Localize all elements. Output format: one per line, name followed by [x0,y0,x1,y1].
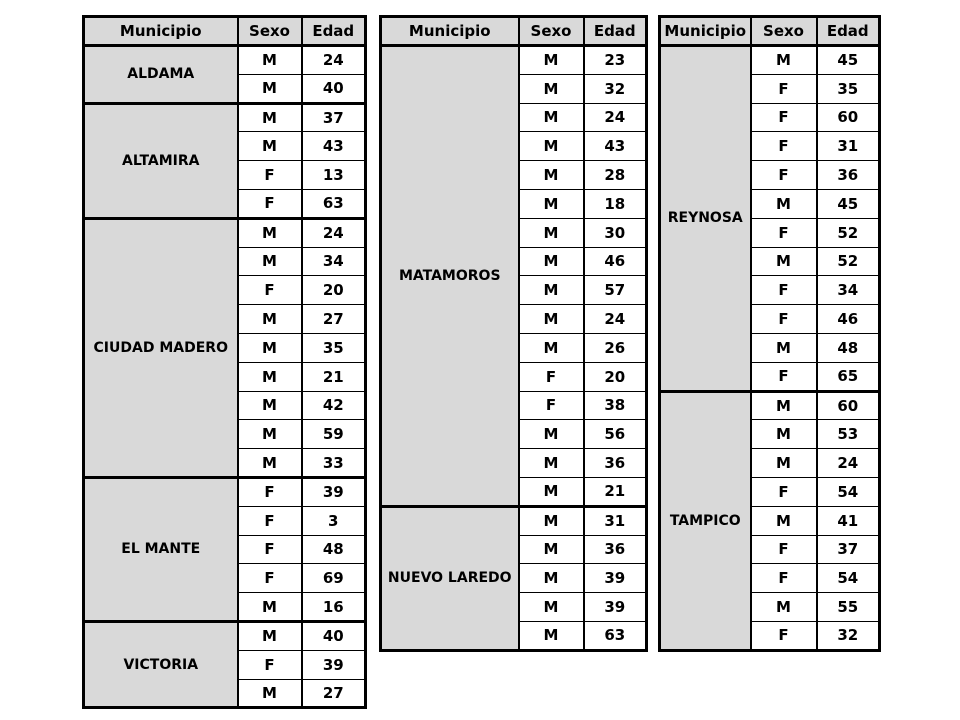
edad-cell: 24 [584,103,647,132]
sexo-cell: F [751,621,817,650]
edad-cell: 32 [817,621,880,650]
sexo-cell: F [238,564,302,593]
sexo-cell: F [751,477,817,506]
column-header-sexo: Sexo [751,17,817,46]
sexo-cell: M [519,477,584,506]
sexo-cell: M [238,391,302,420]
sexo-cell: M [238,218,302,247]
column-header-municipio: Municipio [381,17,519,46]
table-row [381,46,647,75]
edad-cell: 46 [584,247,647,276]
edad-cell: 13 [302,161,366,190]
sexo-cell: F [751,74,817,103]
municipio-cell: CIUDAD MADERO [84,218,238,477]
municipio-cell: MATAMOROS [381,46,519,507]
edad-cell: 26 [584,333,647,362]
edad-cell: 36 [817,161,880,190]
edad-cell: 55 [817,593,880,622]
edad-cell: 36 [584,449,647,478]
edad-cell: 46 [817,305,880,334]
municipio-table-2 [379,15,648,652]
table-row [84,621,366,650]
edad-cell: 39 [584,564,647,593]
sexo-cell: M [238,593,302,622]
edad-cell: 63 [302,189,366,218]
column-header-edad: Edad [302,17,366,46]
sexo-cell: M [751,189,817,218]
municipio-cell: VICTORIA [84,621,238,707]
edad-cell: 54 [817,477,880,506]
sexo-cell: M [238,679,302,708]
edad-cell: 37 [302,103,366,132]
header-row [660,17,880,46]
edad-cell: 33 [302,449,366,478]
table-row [660,391,880,420]
header-row [84,17,366,46]
sexo-cell: M [519,535,584,564]
sexo-cell: M [519,46,584,75]
edad-cell: 24 [817,449,880,478]
sexo-cell: M [519,506,584,535]
edad-cell: 59 [302,420,366,449]
sexo-cell: F [751,161,817,190]
sexo-cell: F [751,564,817,593]
sexo-cell: M [238,247,302,276]
sexo-cell: M [238,449,302,478]
edad-cell: 60 [817,391,880,420]
sexo-cell: M [519,420,584,449]
sexo-cell: M [238,621,302,650]
edad-cell: 31 [817,132,880,161]
sexo-cell: M [751,247,817,276]
sexo-cell: F [238,161,302,190]
sexo-cell: M [238,420,302,449]
municipio-table-3 [658,15,881,652]
edad-cell: 48 [817,333,880,362]
column-header-municipio: Municipio [84,17,238,46]
edad-cell: 53 [817,420,880,449]
edad-cell: 63 [584,621,647,650]
edad-cell: 45 [817,189,880,218]
edad-cell: 69 [302,564,366,593]
column-header-sexo: Sexo [519,17,584,46]
edad-cell: 41 [817,506,880,535]
municipio-cell: REYNOSA [660,46,751,392]
edad-cell: 20 [302,276,366,305]
sexo-cell: F [751,218,817,247]
edad-cell: 27 [302,305,366,334]
sexo-cell: M [238,333,302,362]
sexo-cell: M [751,333,817,362]
table-row [84,218,366,247]
sexo-cell: M [751,506,817,535]
edad-cell: 52 [817,247,880,276]
sexo-cell: M [519,132,584,161]
sexo-cell: M [519,564,584,593]
edad-cell: 35 [302,333,366,362]
edad-cell: 24 [584,305,647,334]
municipio-cell: TAMPICO [660,391,751,650]
sexo-cell: M [751,46,817,75]
edad-cell: 23 [584,46,647,75]
edad-cell: 16 [302,593,366,622]
sexo-cell: M [238,305,302,334]
table-row [84,103,366,132]
sexo-cell: M [519,449,584,478]
municipio-cell: ALDAMA [84,46,238,104]
sexo-cell: M [519,621,584,650]
column-header-edad: Edad [817,17,880,46]
edad-cell: 27 [302,679,366,708]
sexo-cell: F [519,391,584,420]
edad-cell: 43 [302,132,366,161]
edad-cell: 28 [584,161,647,190]
sexo-cell: F [751,132,817,161]
edad-cell: 36 [584,535,647,564]
sexo-cell: F [751,305,817,334]
sexo-cell: M [519,305,584,334]
sexo-cell: F [751,362,817,391]
sexo-cell: M [519,74,584,103]
edad-cell: 34 [817,276,880,305]
sexo-cell: F [238,506,302,535]
edad-cell: 24 [302,46,366,75]
table-row [660,46,880,75]
edad-cell: 35 [817,74,880,103]
sexo-cell: M [519,218,584,247]
sexo-cell: M [519,593,584,622]
edad-cell: 32 [584,74,647,103]
column-header-sexo: Sexo [238,17,302,46]
edad-cell: 43 [584,132,647,161]
edad-cell: 45 [817,46,880,75]
sexo-cell: F [751,103,817,132]
sexo-cell: F [238,535,302,564]
sexo-cell: M [238,46,302,75]
sexo-cell: M [519,103,584,132]
edad-cell: 48 [302,535,366,564]
edad-cell: 56 [584,420,647,449]
sexo-cell: F [238,477,302,506]
edad-cell: 40 [302,621,366,650]
sexo-cell: F [238,276,302,305]
table-row [381,506,647,535]
edad-cell: 39 [584,593,647,622]
edad-cell: 42 [302,391,366,420]
sexo-cell: F [751,535,817,564]
edad-cell: 21 [584,477,647,506]
edad-cell: 40 [302,74,366,103]
sexo-cell: M [519,276,584,305]
column-header-municipio: Municipio [660,17,751,46]
column-header-edad: Edad [584,17,647,46]
edad-cell: 38 [584,391,647,420]
edad-cell: 24 [302,218,366,247]
table-row [84,46,366,75]
sexo-cell: M [519,247,584,276]
header-row [381,17,647,46]
sexo-cell: M [238,362,302,391]
edad-cell: 3 [302,506,366,535]
edad-cell: 54 [817,564,880,593]
sexo-cell: M [519,189,584,218]
sexo-cell: M [751,391,817,420]
municipio-cell: EL MANTE [84,477,238,621]
edad-cell: 21 [302,362,366,391]
municipio-cell: ALTAMIRA [84,103,238,218]
edad-cell: 65 [817,362,880,391]
table-row [84,477,366,506]
edad-cell: 20 [584,362,647,391]
sexo-cell: M [751,449,817,478]
sexo-cell: M [238,132,302,161]
edad-cell: 37 [817,535,880,564]
sexo-cell: M [238,103,302,132]
sexo-cell: M [519,333,584,362]
sexo-cell: F [238,189,302,218]
sexo-cell: F [751,276,817,305]
municipio-cell: NUEVO LAREDO [381,506,519,650]
edad-cell: 39 [302,477,366,506]
edad-cell: 31 [584,506,647,535]
sexo-cell: M [238,74,302,103]
sexo-cell: F [238,650,302,679]
sexo-cell: F [519,362,584,391]
edad-cell: 52 [817,218,880,247]
edad-cell: 30 [584,218,647,247]
edad-cell: 57 [584,276,647,305]
municipio-table-1 [82,15,367,709]
edad-cell: 18 [584,189,647,218]
sexo-cell: M [751,420,817,449]
edad-cell: 39 [302,650,366,679]
edad-cell: 60 [817,103,880,132]
edad-cell: 34 [302,247,366,276]
sexo-cell: M [519,161,584,190]
sexo-cell: M [751,593,817,622]
